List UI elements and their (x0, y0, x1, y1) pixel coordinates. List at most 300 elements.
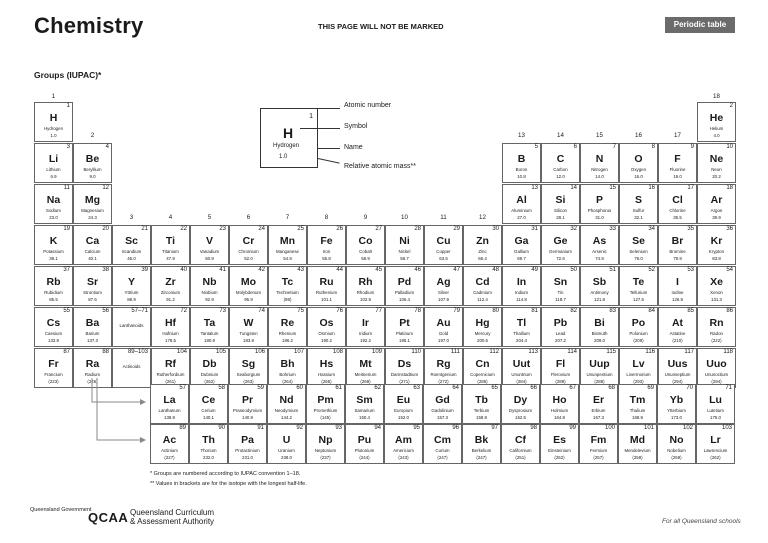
element-symbol: Fe (320, 235, 333, 247)
element-name: Nobelium (667, 448, 686, 453)
atomic-mass: 204.4 (516, 338, 527, 343)
element-symbol: Ra (85, 358, 100, 370)
atomic-number: 16 (648, 185, 655, 191)
element-name: Germanium (549, 249, 572, 254)
atomic-mass: 4.0 (713, 133, 720, 138)
atomic-mass: 168.9 (632, 415, 643, 420)
element-name: Carbon (553, 167, 568, 172)
element-name: Lead (555, 331, 566, 336)
element-name: Seaborgium (236, 372, 261, 377)
atomic-mass: 180.9 (204, 338, 215, 343)
atomic-number: 1 (66, 103, 70, 109)
element-name: Nitrogen (591, 167, 608, 172)
element-name: Cobalt (359, 249, 372, 254)
atomic-number: 106 (254, 349, 265, 355)
element-name: Thallium (513, 331, 530, 336)
atomic-number: 112 (489, 349, 499, 355)
element-symbol: Rn (709, 317, 724, 329)
atomic-number: 52 (648, 267, 655, 273)
atomic-number: 10 (726, 144, 733, 150)
element-name: Bromine (669, 249, 686, 254)
element-symbol: Sb (592, 276, 607, 288)
atomic-mass: (271) (399, 379, 410, 384)
element-name: Roentgenium (430, 372, 457, 377)
group-label-7: 7 (285, 214, 290, 221)
element-name: Hafnium (162, 331, 179, 336)
atomic-mass: 83.8 (712, 256, 721, 261)
atomic-number: 77 (375, 308, 382, 314)
element-symbol: Tm (629, 394, 646, 406)
atomic-number: 18 (726, 185, 733, 191)
atomic-mass: 87.6 (88, 297, 97, 302)
atomic-number: 17 (687, 185, 694, 191)
element-symbol: Pm (317, 394, 334, 406)
element-name: Phosphorus (587, 208, 612, 213)
atomic-number: 88 (102, 349, 109, 355)
key-mass: 1.0 (279, 154, 288, 160)
atomic-mass: (268) (360, 379, 371, 384)
group-label-17: 17 (674, 132, 681, 139)
atomic-mass: 101.1 (321, 297, 332, 302)
atomic-mass: 131.3 (711, 297, 722, 302)
element-symbol: Sn (553, 276, 568, 288)
atomic-mass: 65.4 (478, 256, 487, 261)
atomic-number: 38 (102, 267, 109, 273)
atomic-number: 14 (570, 185, 577, 191)
atomic-number: 115 (606, 349, 616, 355)
element-symbol: H (49, 112, 58, 124)
groups-heading: Groups (IUPAC)* (34, 70, 102, 80)
element-name: Hydrogen (43, 126, 64, 131)
element-name: Sulfur (632, 208, 645, 213)
atomic-mass: 35.5 (673, 215, 682, 220)
atomic-number: 68 (608, 385, 615, 391)
atomic-mass: (262) (710, 455, 721, 460)
element-name: Uranium (278, 448, 295, 453)
element-symbol: Dy (513, 394, 528, 406)
atomic-number: 12 (102, 185, 109, 191)
group-label-14: 14 (557, 132, 564, 139)
atomic-mass: 107.9 (438, 297, 449, 302)
element-name: Osmium (318, 331, 335, 336)
atomic-number: 56 (102, 308, 109, 314)
element-symbol: Re (280, 317, 295, 329)
key-symbol: H (283, 125, 294, 141)
element-name: Iron (322, 249, 331, 254)
atomic-mass: 50.9 (205, 256, 214, 261)
atomic-number: 89 (179, 425, 186, 431)
atomic-number: 111 (450, 349, 460, 355)
atomic-number: 25 (297, 226, 304, 232)
element-symbol: Th (202, 434, 215, 446)
footnote-1: * Groups are numbered according to IUPAC convention 1–18. (150, 471, 301, 477)
element-name: Samarium (354, 408, 375, 413)
element-name: Actinium (161, 448, 178, 453)
group-label-12: 12 (479, 214, 486, 221)
atomic-mass: 6.9 (50, 174, 57, 179)
element-name: Scandium (121, 249, 142, 254)
atomic-mass: (226) (87, 379, 98, 384)
element-name: Meitnerium (354, 372, 377, 377)
element-name: Caesium (44, 331, 63, 336)
atomic-mass: 197.0 (438, 338, 449, 343)
element-symbol: Ru (319, 276, 334, 288)
periodic-table-badge: Periodic table (665, 17, 735, 33)
atomic-number: 116 (645, 349, 655, 355)
atomic-mass: 186.2 (282, 338, 293, 343)
element-name: Antimony (590, 290, 609, 295)
element-symbol: At (671, 317, 684, 329)
group-label-18: 18 (713, 93, 720, 100)
atomic-number: 82 (570, 308, 577, 314)
atomic-mass: (263) (243, 379, 254, 384)
atomic-number: 24 (258, 226, 265, 232)
atomic-mass: (251) (515, 455, 526, 460)
authority-line-2: & Assessment Authority (130, 517, 215, 526)
atomic-number: 86 (726, 308, 733, 314)
atomic-mass: (243) (398, 455, 409, 460)
group-label-13: 13 (518, 132, 525, 139)
atomic-number: 44 (336, 267, 343, 273)
element-symbol: Eu (396, 394, 411, 406)
element-name: Holmium (550, 408, 569, 413)
atomic-mass: 200.6 (477, 338, 488, 343)
element-name: Fluorine (669, 167, 686, 172)
atomic-mass: 10.8 (517, 174, 526, 179)
atomic-number: 33 (609, 226, 616, 232)
atomic-number: 84 (648, 308, 655, 314)
element-symbol: P (595, 194, 603, 206)
atomic-number: 59 (257, 385, 264, 391)
element-symbol: Uuo (706, 358, 727, 370)
atomic-number: 7 (612, 144, 616, 150)
element-name: Darmstadtium (390, 372, 419, 377)
atomic-mass: (210) (672, 338, 683, 343)
element-name: Bismuth (591, 331, 608, 336)
atomic-number: 20 (102, 226, 109, 232)
element-symbol: U (282, 434, 291, 446)
atomic-mass: (262) (204, 379, 215, 384)
atomic-number: 32 (570, 226, 577, 232)
element-name: Astatine (669, 331, 686, 336)
element-name: Thorium (200, 448, 217, 453)
element-symbol: Fl (555, 358, 566, 370)
atomic-mass: 55.8 (322, 256, 331, 261)
element-name: Hassium (317, 372, 336, 377)
atomic-number: 34 (648, 226, 655, 232)
atomic-mass: 32.1 (634, 215, 643, 220)
element-symbol: Pt (399, 317, 410, 329)
element-name: Europium (394, 408, 413, 413)
element-symbol: Zn (476, 235, 489, 247)
atomic-mass: 178.5 (165, 338, 176, 343)
atomic-number: 9 (690, 144, 694, 150)
atomic-mass: 209.0 (594, 338, 605, 343)
atomic-mass: (247) (476, 455, 487, 460)
element-name: Selenium (629, 249, 648, 254)
atomic-number: 50 (570, 267, 577, 273)
element-name: Erbium (591, 408, 606, 413)
atomic-mass: 74.9 (595, 256, 604, 261)
element-symbol: N (595, 153, 604, 165)
atomic-number: 93 (335, 425, 342, 431)
element-name: Neon (711, 167, 722, 172)
atomic-number: 40 (180, 267, 187, 273)
element-name: Rutherfordium (156, 372, 185, 377)
atomic-number: 4 (105, 144, 109, 150)
atomic-number: 87 (63, 349, 70, 355)
atomic-number: 61 (335, 385, 342, 391)
element-name: Thulium (629, 408, 646, 413)
authority-name (130, 508, 214, 526)
atomic-number: 73 (219, 308, 226, 314)
atomic-number: 53 (687, 267, 694, 273)
element-symbol: Bk (474, 434, 489, 446)
element-name: Barium (85, 331, 100, 336)
atomic-mass: 72.6 (556, 256, 565, 261)
element-symbol: C (556, 153, 565, 165)
element-name: Silver (438, 290, 449, 295)
atomic-number: 104 (176, 349, 187, 355)
element-name: Arsenic (592, 249, 607, 254)
element-name: Ununtrium (511, 372, 532, 377)
atomic-number: 66 (530, 385, 537, 391)
atomic-mass: 54.9 (283, 256, 292, 261)
atomic-mass: 58.7 (400, 256, 409, 261)
atomic-number: 90 (218, 425, 225, 431)
element-symbol: Ta (203, 317, 216, 329)
element-name: Zirconium (160, 290, 181, 295)
atomic-mass: 183.9 (243, 338, 254, 343)
element-symbol: Pa (241, 434, 254, 446)
element-name: Dubnium (200, 372, 219, 377)
atomic-number: 114 (567, 349, 577, 355)
element-symbol: Se (632, 235, 645, 247)
atomic-number: 35 (687, 226, 694, 232)
atomic-mass: 112.4 (477, 297, 488, 302)
element-symbol: Cf (514, 434, 527, 446)
element-symbol: Cs (46, 317, 61, 329)
atomic-number: 27 (375, 226, 382, 232)
authority-line-1: Queensland Curriculum (130, 508, 215, 517)
element-symbol: Lu (709, 394, 722, 406)
element-name: Argon (710, 208, 723, 213)
atomic-number: 83 (609, 308, 616, 314)
element-name: Protactinium (235, 448, 260, 453)
group-label-16: 16 (635, 132, 642, 139)
element-symbol: Ca (85, 235, 100, 247)
element-name: Neodymium (274, 408, 299, 413)
element-name: Californium (509, 448, 532, 453)
atomic-mass: 95.9 (244, 297, 253, 302)
element-symbol: Es (553, 434, 566, 446)
element-symbol: Uus (667, 358, 688, 370)
group-label-3: 3 (129, 214, 134, 221)
element-name: Potassium (43, 249, 64, 254)
element-name: Francium (44, 372, 63, 377)
element-name: Vanadium (199, 249, 220, 254)
element-name: Mendelevium (624, 448, 651, 453)
element-symbol: F (674, 153, 681, 165)
element-name: Calcium (84, 249, 101, 254)
atomic-mass: 45.0 (127, 256, 136, 261)
element-symbol: Xe (710, 276, 723, 288)
element-symbol: Pr (241, 394, 254, 406)
atomic-mass: 31.0 (595, 215, 604, 220)
atomic-mass: (272) (438, 379, 449, 384)
element-name: Lutetium (707, 408, 724, 413)
element-symbol: Sg (241, 358, 256, 370)
atomic-mass: 157.3 (437, 415, 448, 420)
element-symbol: Nb (202, 276, 217, 288)
element-symbol: La (163, 394, 176, 406)
atomic-number: 75 (297, 308, 304, 314)
atomic-number: 71 (725, 385, 732, 391)
atomic-mass: 158.9 (476, 415, 487, 420)
atomic-mass: (247) (437, 455, 448, 460)
atomic-number: 99 (569, 425, 576, 431)
element-name: Livermorium (626, 372, 651, 377)
element-name: Palladium (394, 290, 415, 295)
atomic-number: 100 (604, 425, 615, 431)
atomic-number: 3 (66, 144, 70, 150)
atomic-number-range: 57–71 (131, 308, 148, 314)
element-name: Krypton (708, 249, 725, 254)
atomic-mass: 231.0 (242, 455, 253, 460)
atomic-number: 42 (258, 267, 265, 273)
group-label-2: 2 (90, 132, 95, 139)
atomic-mass: 19.0 (673, 174, 682, 179)
group-label-15: 15 (596, 132, 603, 139)
element-name: Mercury (474, 331, 491, 336)
element-symbol: W (243, 317, 254, 329)
element-name: Terbium (473, 408, 490, 413)
atomic-mass: 132.9 (48, 338, 59, 343)
element-name: Manganese (276, 249, 299, 254)
element-name: Plutonium (354, 448, 375, 453)
element-name: Helium (709, 126, 724, 131)
atomic-number: 64 (452, 385, 459, 391)
atomic-mass: (261) (165, 379, 176, 384)
atomic-number: 117 (684, 349, 694, 355)
element-symbol: Kr (710, 235, 723, 247)
atomic-mass: 23.0 (49, 215, 58, 220)
atomic-mass: 152.0 (398, 415, 409, 420)
atomic-number: 72 (180, 308, 187, 314)
atomic-mass: 58.9 (361, 256, 370, 261)
element-symbol: Na (46, 194, 61, 206)
atomic-number: 102 (682, 425, 693, 431)
element-symbol: Cu (436, 235, 451, 247)
atomic-number: 65 (491, 385, 498, 391)
atomic-number: 28 (414, 226, 421, 232)
atomic-mass: (223) (48, 379, 59, 384)
atomic-mass: 88.9 (127, 297, 136, 302)
element-symbol: Ga (514, 235, 529, 247)
element-symbol: Zr (165, 276, 176, 288)
element-name: Polonium (629, 331, 648, 336)
element-name: Silicon (554, 208, 567, 213)
element-name: Beryllium (83, 167, 102, 172)
atomic-mass: (294) (672, 379, 683, 384)
element-name: Rhenium (278, 331, 297, 336)
element-symbol: Lv (632, 358, 645, 370)
atomic-number: 36 (726, 226, 733, 232)
atomic-mass: 238.0 (281, 455, 292, 460)
atomic-number: 6 (573, 144, 577, 150)
atomic-number-range: 89–103 (127, 349, 148, 355)
atomic-number: 79 (453, 308, 460, 314)
atomic-mass: 24.3 (88, 215, 97, 220)
element-symbol: Ac (162, 434, 177, 446)
element-symbol: Al (516, 194, 527, 206)
atomic-mass: 52.0 (244, 256, 253, 261)
atomic-number: 11 (63, 185, 70, 191)
element-symbol: K (49, 235, 58, 247)
atomic-number: 8 (651, 144, 655, 150)
atomic-number: 91 (257, 425, 264, 431)
element-name: Tellurium (629, 290, 648, 295)
atomic-mass: 28.1 (556, 215, 565, 220)
placeholder-label: Lanthanoids (119, 323, 144, 328)
atomic-mass: 150.4 (359, 415, 370, 420)
atomic-number: 48 (492, 267, 499, 273)
element-name: Promethium (313, 408, 338, 413)
element-name: Chlorine (669, 208, 686, 213)
atomic-number: 78 (414, 308, 421, 314)
element-name: Ruthenium (315, 290, 338, 295)
atomic-number: 62 (374, 385, 381, 391)
key-name: Hydrogen (273, 143, 300, 149)
atomic-mass: 12.0 (556, 174, 565, 179)
tagline: For all Queensland schools (662, 518, 741, 525)
element-symbol: Y (127, 276, 135, 288)
element-name: Ytterbium (667, 408, 686, 413)
atomic-mass: (237) (320, 455, 331, 460)
element-symbol: Md (629, 434, 646, 446)
key-label-atomic-number: Atomic number (344, 102, 392, 109)
element-symbol: Si (555, 194, 566, 206)
atomic-number: 55 (63, 308, 70, 314)
element-symbol: Sm (356, 394, 373, 406)
element-symbol: Ne (709, 153, 724, 165)
atomic-number: 57 (179, 385, 186, 391)
element-symbol: He (709, 112, 724, 124)
element-name: Chromium (238, 249, 259, 254)
atomic-mass: (98) (283, 297, 292, 302)
element-symbol: Bi (594, 317, 605, 329)
element-symbol: Rf (164, 358, 177, 370)
atomic-mass: 63.5 (439, 256, 448, 261)
atomic-mass: 162.5 (515, 415, 526, 420)
atomic-mass: 118.7 (555, 297, 566, 302)
atomic-mass: 40.1 (88, 256, 97, 261)
atomic-number: 49 (531, 267, 538, 273)
atomic-mass: 1.0 (50, 133, 57, 138)
atomic-mass: (227) (164, 455, 175, 460)
element-symbol: Ni (399, 235, 410, 247)
element-name: Cerium (201, 408, 216, 413)
atomic-mass: 173.0 (671, 415, 682, 420)
element-symbol: Fr (48, 358, 59, 370)
atomic-number: 41 (219, 267, 226, 273)
placeholder-label: Actinoids (122, 364, 141, 369)
element-symbol: Au (436, 317, 451, 329)
atomic-mass: 137.3 (87, 338, 98, 343)
element-name: Boron (515, 167, 528, 172)
element-symbol: Nd (279, 394, 294, 406)
element-name: Curium (435, 448, 450, 453)
